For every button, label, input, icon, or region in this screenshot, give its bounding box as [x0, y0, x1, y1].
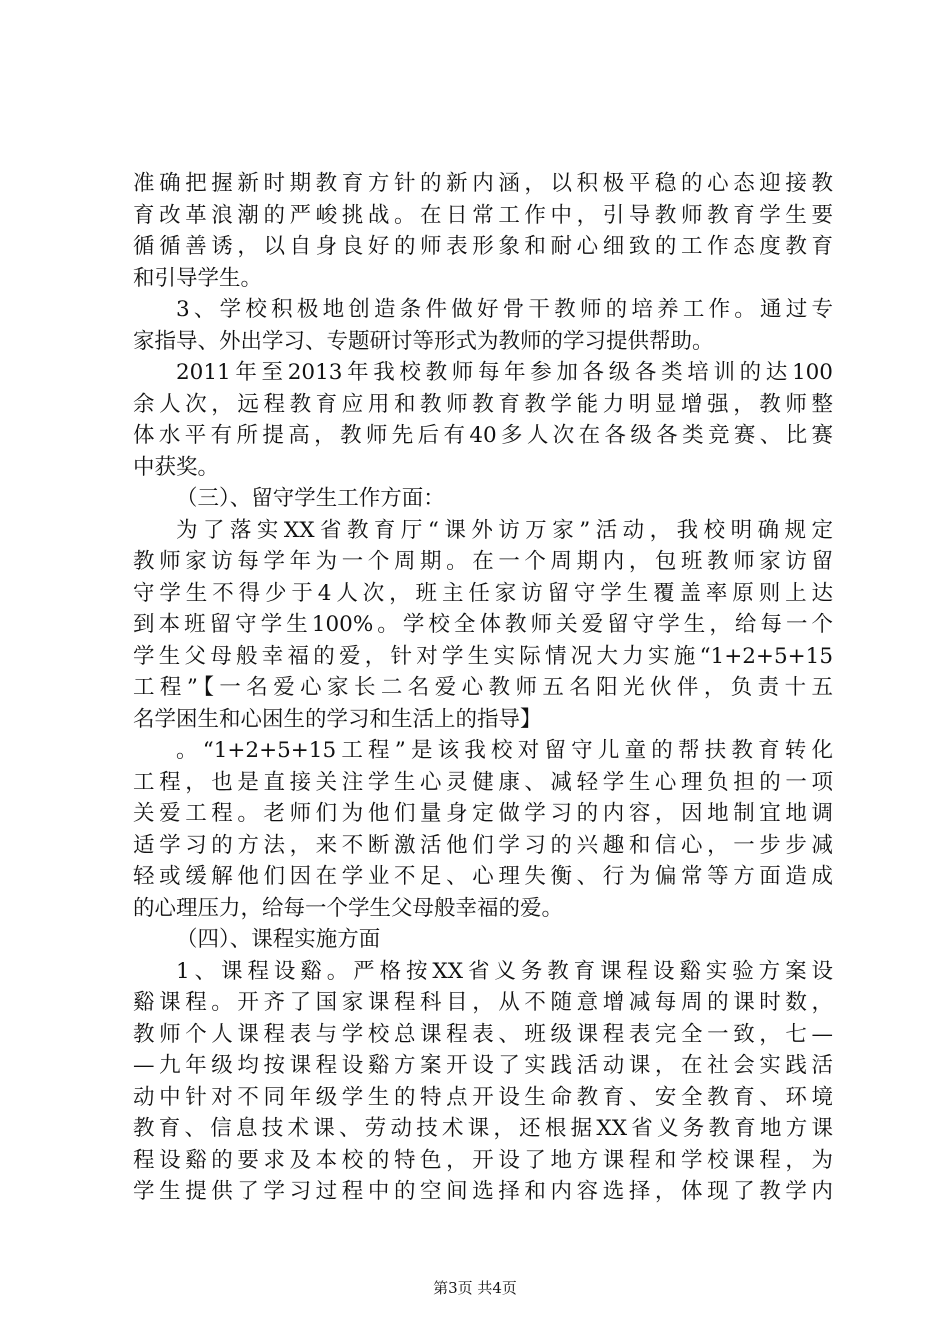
text-line: 。“1+2+5+15工程”是该我校对留守儿童的帮扶教育转化 [176, 738, 833, 763]
text-line: 教师个人课程表与学校总课程表、班级课程表完全一致，七— [133, 1021, 833, 1047]
text-line: 为了落实XX省教育厅“课外访万家”活动，我校明确规定 [176, 517, 833, 543]
text-line: 轻或缓解他们因在学业不足、心理失衡、行为偏常等方面造成 [133, 864, 833, 889]
text-line: 中获奖。 [133, 454, 220, 480]
text-line: 教师家访每学年为一个周期。在一个周期内，包班教师家访留 [133, 549, 833, 574]
text-line: 动中针对不同年级学生的特点开设生命教育、安全教育、环境 [133, 1084, 833, 1110]
text-line: 程设谿的要求及本校的特色，开设了地方课程和学校课程，为 [133, 1147, 833, 1173]
text-line: 工程，也是直接关注学生心灵健康、减轻学生心理负担的一项 [133, 769, 833, 795]
text-line: 1、课程设谿。严格按XX省义务教育课程设谿实验方案设 [176, 958, 833, 984]
text-line: —九年级均按课程设谿方案开设了实践活动课，在社会实践活 [133, 1053, 833, 1078]
text-line: 学生父母般幸福的爱，针对学生实际情况大力实施“1+2+5+15 [133, 643, 833, 669]
text-line: 教育、信息技术课、劳动技术课，还根据XX省义务教育地方课 [133, 1116, 833, 1141]
text-line: 到本班留守学生100%。学校全体教师关爱留守学生，给每一个 [133, 612, 833, 637]
text-line: 余人次，远程教育应用和教师教育教学能力明显增强，教师整 [133, 391, 833, 417]
text-line: 的心理压力，给每一个学生父母般幸福的爱。 [133, 895, 564, 921]
text-line: 准确把握新时期教育方针的新内涵，以积极平稳的心态迎接教 [133, 171, 833, 196]
text-line: 名学困生和心困生的学习和生活上的指导】 [133, 706, 542, 732]
text-line: 关爱工程。老师们为他们量身定做学习的内容，因地制宜地调 [133, 801, 833, 826]
text-line: 和引导学生。 [133, 265, 263, 291]
text-line: 体水平有所提高，教师先后有40多人次在各级各类竞赛、比赛 [133, 423, 833, 448]
text-line: 家指导、外出学习、专题研讨等形式为教师的学习提供帮助。 [133, 328, 714, 354]
text-line: 学生提供了学习过程中的空间选择和内容选择，体现了教学内 [133, 1179, 833, 1204]
text-line: 循循善诱，以自身良好的师表形象和耐心细致的工作态度教育 [133, 234, 833, 259]
text-line: 育改革浪潮的严峻挑战。在日常工作中，引导教师教育学生要 [133, 202, 833, 228]
text-line: 谿课程。开齐了国家课程科目，从不随意增减每周的课时数， [133, 990, 833, 1015]
text-line: 3、学校积极地创造条件做好骨干教师的培养工作。通过专 [176, 297, 833, 322]
text-line: 工程”【一名爱心家长二名爱心教师五名阳光伙伴，负责十五 [133, 675, 833, 700]
text-line: 守学生不得少于4人次，班主任家访留守学生覆盖率原则上达 [133, 580, 833, 606]
page-footer: 第3页 共4页 [433, 1279, 517, 1297]
text-line: （四）、课程实施方面 [176, 927, 381, 952]
body-text [133, 168, 833, 1208]
text-line: 2011年至2013年我校教师每年参加各级各类培训的达100 [176, 360, 833, 385]
text-line: 适学习的方法，来不断激活他们学习的兴趣和信心，一步步减 [133, 832, 833, 858]
text-line: （三）、留守学生工作方面： [176, 486, 445, 511]
